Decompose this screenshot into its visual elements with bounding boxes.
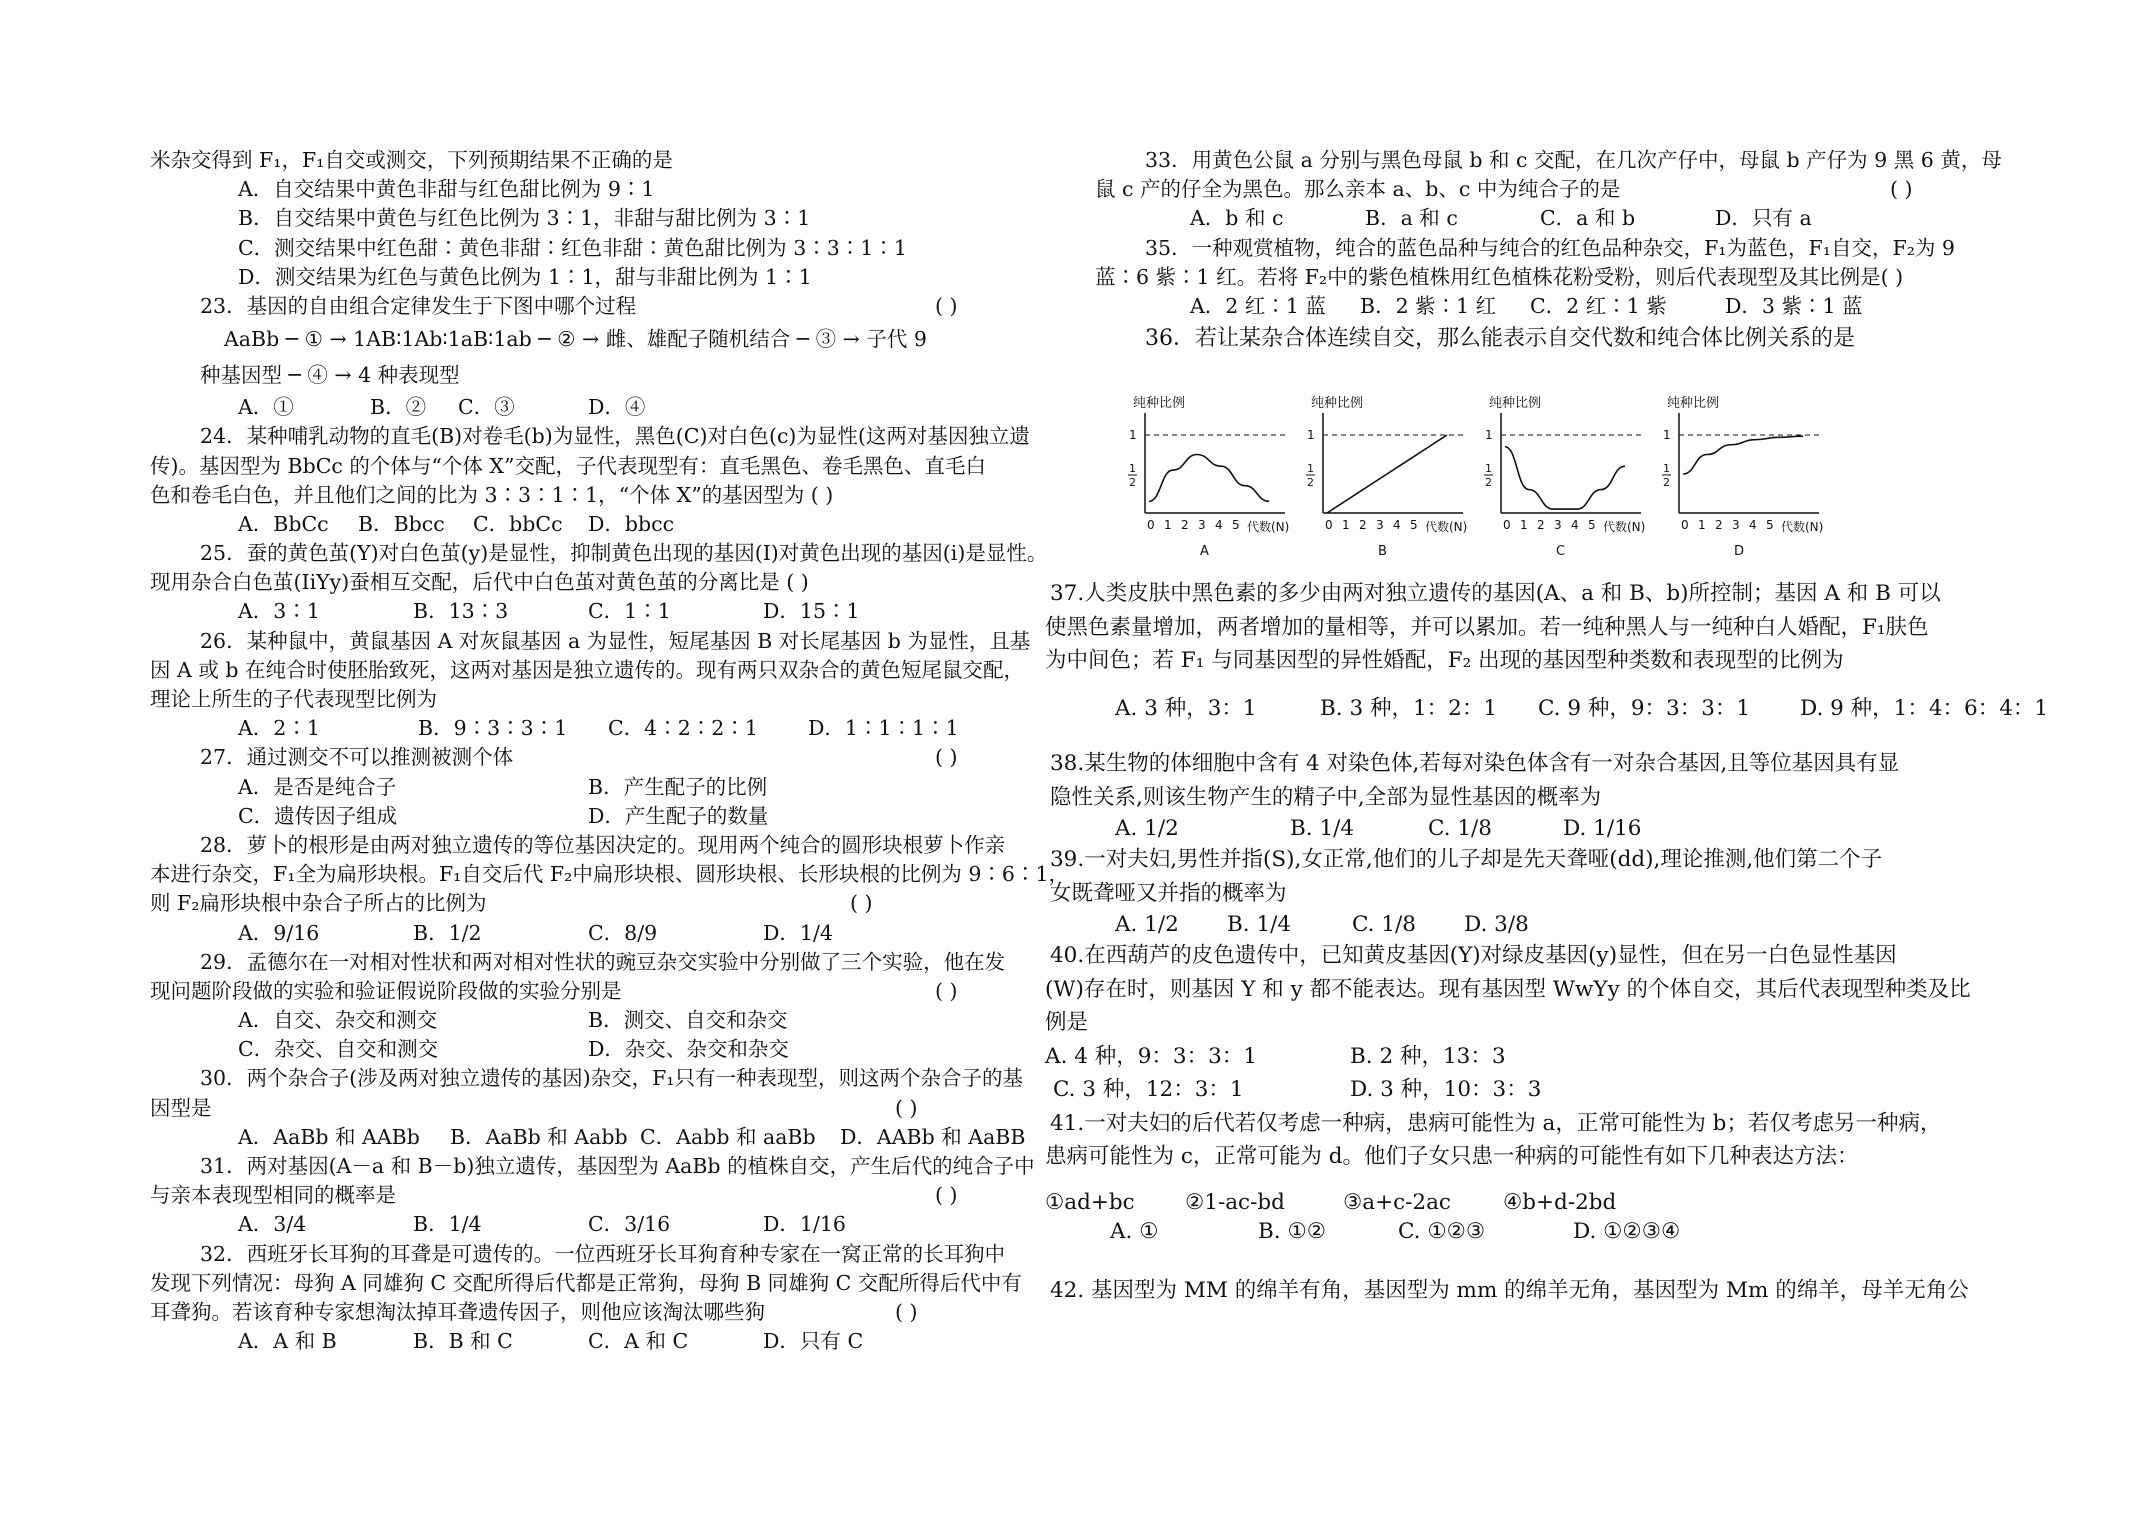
q29-options-row1 — [150, 1006, 1056, 1035]
q26-options — [150, 714, 1056, 743]
q32-option-d: D．只有 C — [763, 1329, 864, 1354]
q24-option-c: C．bbCc — [473, 511, 563, 536]
q23-flow-line2: 种基因型 ─ ④ → 4 种表现型 — [200, 363, 460, 388]
chart-b-x-label: 代数(N) — [1425, 520, 1468, 535]
q30-option-d: D．AABb 和 AaBB — [840, 1124, 1026, 1149]
q33-option-a: A．b 和 c — [1190, 206, 1284, 231]
q23-stem-text: 23．基因的自由组合定律发生于下图中哪个过程 — [200, 293, 637, 318]
q37-option-d: D. 9 种，1：4：6：4：1 — [1800, 695, 2049, 721]
q39-option-c: C. 1/8 — [1352, 912, 1416, 938]
q31-option-a: A．3/4 — [238, 1212, 307, 1237]
q24-line2: 传)。基因型为 BbCc 的个体与“个体 X”交配，子代表现型有：直毛黑色、卷毛黑色、直毛白 — [150, 453, 986, 478]
q35-line2: 蓝∶6 紫∶1 红。若将 F₂中的紫色植株用红色植株花粉受粉，则后代表现型及其比例是( ) — [1095, 264, 1904, 289]
q31-line2 — [150, 1181, 1056, 1210]
q40-line3: 例是 — [1045, 1010, 1089, 1036]
q42-line1: 42. 基因型为 MM 的绵羊有角，基因型为 mm 的绵羊无角，基因型为 Mm 的绵羊，母羊无角公 — [1050, 1277, 1969, 1303]
q32-answer-paren: ( ) — [895, 1299, 918, 1324]
q38-option-b: B. 1/4 — [1290, 816, 1355, 842]
q24-option-b: B．Bbcc — [358, 511, 445, 536]
q35-option-a: A．2 红∶1 蓝 — [1190, 293, 1326, 318]
q27-stem — [150, 743, 1056, 772]
q29-options-row2 — [150, 1035, 1056, 1064]
q35-option-b: B．2 紫∶1 红 — [1360, 293, 1497, 318]
q40-option-c: C. 3 种，12：3：1 — [1053, 1077, 1244, 1103]
q22-option-b: B．自交结果中黄色与红色比例为 3∶1，非甜与甜比例为 3∶1 — [238, 206, 811, 231]
q41-option-c: C. ①②③ — [1398, 1218, 1486, 1244]
q32-line2: 发现下列情况：母狗 A 同雄狗 C 交配所得后代都是正常狗，母狗 B 同雄狗 C 交配所得后代中有 — [150, 1270, 1022, 1295]
q37-option-c: C. 9 种，9：3：3：1 — [1538, 695, 1751, 721]
chart-c-tick-x-3: 3 — [1554, 518, 1562, 533]
q28-line3-text: 则 F₂扁形块根中杂合子所占的比例为 — [150, 891, 487, 916]
q28-option-c: C．8/9 — [588, 920, 658, 945]
chart-b-tick-x-5: 5 — [1410, 518, 1418, 533]
q28-option-a: A．9/16 — [238, 920, 320, 945]
chart-c-curve — [1505, 447, 1625, 509]
q40-options-row1 — [1045, 1040, 2075, 1074]
q39-line1: 39.一对夫妇,男性并指(S),女正常,他们的儿子却是先天聋哑(dd),理论推测,他们第二个子 — [1050, 847, 1883, 873]
q41-expressions — [1045, 1188, 2075, 1217]
chart-c-label: C — [1556, 544, 1566, 560]
q29-answer-paren: ( ) — [935, 978, 958, 1003]
q28-line1: 28．萝卜的根形是由两对独立遗传的等位基因决定的。现用两个纯合的圆形块根萝卜作亲 — [200, 832, 1006, 857]
chart-a-tick-x-3: 3 — [1198, 518, 1206, 533]
chart-b-tick-yhalf-den: 2 — [1307, 476, 1314, 490]
q37-option-b: B. 3 种，1：2：1 — [1320, 695, 1498, 721]
chart-a-tick-x-4: 4 — [1215, 518, 1223, 533]
q30-line2-text: 因型是 — [150, 1095, 212, 1120]
q37-line1: 37.人类皮肤中黑色素的多少由两对独立遗传的基因(A、a 和 B、b)所控制；基因 A 和 B 可以 — [1050, 581, 1941, 607]
q30-option-a: A．AaBb 和 AABb — [238, 1124, 420, 1149]
q41-expression-3: ③a+c-2ac — [1343, 1189, 1451, 1215]
chart-d-tick-x-4: 4 — [1749, 518, 1757, 533]
q30-option-c: C．Aabb 和 aaBb — [640, 1124, 816, 1149]
q31-options — [150, 1210, 1056, 1239]
q25-line1: 25．蚕的黄色茧(Y)对白色茧(y)是显性，抑制黄色出现的基因(I)对黄色出现的基因(i)是显性。 — [200, 541, 1048, 566]
q40-options-row2 — [1045, 1073, 2075, 1107]
q37-options — [1050, 692, 2075, 726]
q29-option-a: A．自交、杂交和测交 — [238, 1008, 438, 1033]
q41-option-a: A. ① — [1110, 1218, 1159, 1244]
q32-line3-text: 耳聋狗。若该育种专家想淘汰掉耳聋遗传因子，则他应该淘汰哪些狗 — [150, 1299, 765, 1324]
q31-answer-paren: ( ) — [935, 1183, 958, 1208]
chart-a-curve — [1149, 455, 1269, 502]
q39-line2: 女既聋哑又并指的概率为 — [1050, 880, 1287, 906]
q31-line2-text: 与亲本表现型相同的概率是 — [150, 1183, 396, 1208]
chart-a-x-label: 代数(N) — [1247, 520, 1290, 535]
q22-option-c: C．测交结果中红色甜∶黄色非甜∶红色非甜∶黄色甜比例为 3∶3∶1∶1 — [238, 235, 907, 260]
q27-options-row1 — [150, 773, 1056, 802]
q31-option-c: C．3/16 — [588, 1212, 671, 1237]
q39-option-b: B. 1/4 — [1227, 912, 1292, 938]
q41-line2: 患病可能性为 c，正常可能为 d。他们子女只患一种病的可能性有如下几种表达方法： — [1045, 1144, 1859, 1170]
q33-line2 — [1050, 175, 2075, 204]
q40-option-d: D. 3 种，10：3：3 — [1350, 1077, 1542, 1103]
q32-options — [150, 1327, 1056, 1356]
q23-answer-paren: ( ) — [935, 293, 958, 318]
chart-b-tick-x-3: 3 — [1376, 518, 1384, 533]
chart-b-label: B — [1378, 544, 1387, 560]
q32-option-b: B．B 和 C — [413, 1329, 513, 1354]
q27-option-c: C．遗传因子组成 — [238, 803, 398, 828]
chart-b-tick-x-1: 1 — [1342, 518, 1350, 533]
q27-answer-paren: ( ) — [935, 745, 958, 770]
q35-options — [1050, 292, 2075, 321]
chart-c-tick-y1: 1 — [1485, 428, 1493, 443]
q24-line3: 色和卷毛白色，并且他们之间的比为 3∶3∶1∶1，“个体 X”的基因型为 ( ) — [150, 482, 834, 507]
chart-c-tick-yhalf-den: 2 — [1485, 476, 1492, 490]
chart-d-label: D — [1734, 544, 1745, 560]
chart-a-label: A — [1200, 544, 1209, 560]
chart-d-tick-x-0: 0 — [1681, 518, 1689, 533]
q26-option-a: A．2∶1 — [238, 716, 320, 741]
q23-option-d: D．④ — [588, 395, 646, 420]
q37-line2: 使黑色素量增加，两者增加的量相等，并可以累加。若一纯种黑人与一纯种白人婚配，F₁肤色 — [1045, 614, 1929, 640]
chart-c-tick-x-5: 5 — [1588, 518, 1596, 533]
chart-d-tick-yhalf-num: 1 — [1663, 462, 1670, 476]
q26-line2: 因 A 或 b 在纯合时使胚胎致死，这两对基因是独立遗传的。现有两只双杂合的黄色短尾鼠交配， — [150, 657, 1024, 682]
q30-options — [150, 1123, 1056, 1152]
q27-option-d: D．产生配子的数量 — [588, 803, 769, 828]
q31-line1: 31．两对基因(A－a 和 B－b)独立遗传，基因型为 AaBb 的植株自交，产生后代的纯合子中 — [200, 1154, 1035, 1178]
q33-option-b: B．a 和 c — [1365, 206, 1458, 231]
q29-option-b: B．测交、自交和杂交 — [588, 1008, 788, 1033]
q26-option-b: B．9∶3∶3∶1 — [418, 716, 568, 741]
chart-d-tick-yhalf-den: 2 — [1663, 476, 1670, 490]
q29-line1: 29．孟德尔在一对相对性状和两对相对性状的豌豆杂交实验中分别做了三个实验，他在发 — [200, 949, 1006, 974]
chart-a-tick-yhalf-num: 1 — [1129, 462, 1136, 476]
q30-answer-paren: ( ) — [895, 1095, 918, 1120]
chart-d-tick-x-2: 2 — [1715, 518, 1723, 533]
q41-expression-1: ①ad+bc — [1045, 1189, 1135, 1215]
q24-option-d: D．bbcc — [588, 511, 675, 536]
q30-option-b: B．AaBb 和 Aabb — [450, 1124, 628, 1149]
q28-options — [150, 919, 1056, 948]
q41-expression-4: ④b+d-2bd — [1503, 1189, 1617, 1215]
q41-option-b: B. ①② — [1258, 1218, 1327, 1244]
q32-option-a: A．A 和 B — [238, 1329, 337, 1354]
q33-option-c: C．a 和 b — [1540, 206, 1636, 231]
q32-line3 — [150, 1298, 1056, 1327]
q41-expression-2: ②1-ac-bd — [1185, 1189, 1285, 1215]
q33-option-d: D．只有 a — [1715, 206, 1812, 231]
chart-b-tick-yhalf-num: 1 — [1307, 462, 1314, 476]
q38-option-d: D. 1/16 — [1563, 816, 1642, 842]
chart-c-tick-x-1: 1 — [1520, 518, 1528, 533]
q39-option-d: D. 3/8 — [1464, 912, 1529, 938]
q28-line2: 本进行杂交，F₁全为扁形块根。F₁自交后代 F₂中扁形块根、圆形块根、长形块根的比例为 9∶6∶1， — [150, 862, 1069, 887]
q31-option-d: D．1/16 — [763, 1212, 846, 1237]
chart-d-y-label: 纯种比例 — [1667, 396, 1720, 412]
q35-option-d: D．3 紫∶1 蓝 — [1725, 293, 1863, 318]
q31-option-b: B．1/4 — [413, 1212, 482, 1237]
q41-line1: 41.一对夫妇的后代若仅考虑一种病，患病可能性为 a，正常可能性为 b；若仅考虑另一种病， — [1050, 1110, 1942, 1136]
q41-options — [1050, 1217, 2075, 1246]
q27-stem-text: 27．通过测交不可以推测被测个体 — [200, 745, 514, 770]
q37-option-a: A. 3 种，3：1 — [1115, 695, 1257, 721]
chart-a-tick-y1: 1 — [1129, 428, 1137, 443]
q33-line1: 33．用黄色公鼠 a 分别与黑色母鼠 b 和 c 交配，在几次产仔中，母鼠 b 产仔为 9 黑 6 黄，母 — [1145, 148, 2002, 172]
q35-option-c: C．2 红∶1 紫 — [1530, 293, 1667, 318]
q23-option-b: B．② — [370, 395, 427, 420]
chart-a-tick-x-0: 0 — [1147, 518, 1155, 533]
chart-d-tick-x-3: 3 — [1732, 518, 1740, 533]
q40-option-b: B. 2 种，13：3 — [1350, 1043, 1506, 1069]
chart-b-curve — [1327, 435, 1447, 513]
q22-option-a: A．自交结果中黄色非甜与红色甜比例为 9∶1 — [238, 177, 655, 202]
q41-option-d: D. ①②③④ — [1573, 1218, 1681, 1244]
chart-c-x-label: 代数(N) — [1603, 520, 1646, 535]
q33-options — [1050, 204, 2075, 233]
q26-line1: 26．某种鼠中，黄鼠基因 A 对灰鼠基因 a 为显性，短尾基因 B 对长尾基因 b 为显性，且基 — [200, 628, 1031, 653]
q39-options — [1050, 910, 2075, 939]
q23-option-a: A．① — [238, 395, 294, 420]
q37-line3: 为中间色；若 F₁ 与同基因型的异性婚配，F₂ 出现的基因型种类数和表现型的比例为 — [1045, 648, 1844, 674]
q38-option-c: C. 1/8 — [1428, 816, 1492, 842]
chart-b-tick-x-0: 0 — [1325, 518, 1333, 533]
chart-a-tick-yhalf-den: 2 — [1129, 476, 1136, 490]
q30-line1: 30．两个杂合子(涉及两对独立遗传的基因)杂交，F₁只有一种表现型，则这两个杂合子的基 — [200, 1066, 1024, 1091]
q33-answer-paren: ( ) — [1890, 177, 1913, 202]
chart-d-curve — [1683, 436, 1803, 474]
q23-stem — [150, 292, 1056, 321]
chart-b-y-label: 纯种比例 — [1311, 396, 1364, 412]
q25-option-b: B．13∶3 — [413, 599, 509, 624]
q25-option-d: D．15∶1 — [763, 599, 860, 624]
q30-line2 — [150, 1094, 1056, 1123]
q40-option-a: A. 4 种，9：3：3：1 — [1045, 1043, 1257, 1069]
q29-option-d: D．杂交、杂交和杂交 — [588, 1037, 789, 1062]
chart-a-tick-x-5: 5 — [1232, 518, 1240, 533]
chart-d-tick-x-5: 5 — [1766, 518, 1774, 533]
q28-option-d: D．1/4 — [763, 920, 833, 945]
q32-line1: 32．西班牙长耳狗的耳聋是可遗传的。一位西班牙长耳狗育种专家在一窝正常的长耳狗中 — [200, 1241, 1006, 1266]
q23-flow-line1: AaBb ─ ① → 1AB∶1Ab∶1aB∶1ab ─ ② → 雌、雄配子随机结合 ─ ③ → 子代 9 — [224, 327, 927, 352]
chart-b-tick-y1: 1 — [1307, 428, 1315, 443]
q33-line2-text: 鼠 c 产的仔全为黑色。那么亲本 a、b、c 中为纯合子的是 — [1095, 177, 1621, 202]
q38-line1: 38.某生物的体细胞中含有 4 对染色体,若每对染色体含有一对杂合基因,且等位基因具有显 — [1050, 751, 1900, 777]
q38-option-a: A. 1/2 — [1115, 816, 1179, 842]
q25-options — [150, 597, 1056, 626]
q26-option-c: C．4∶2∶2∶1 — [608, 716, 758, 741]
q23-options — [150, 393, 1056, 422]
q28-line3 — [150, 889, 1056, 918]
q28-answer-paren: ( ) — [850, 891, 873, 916]
q40-line2: (W)存在时，则基因 Y 和 y 都不能表达。现有基因型 WwYy 的个体自交，其后代表现型种类及比 — [1045, 976, 1971, 1002]
q29-line2 — [150, 977, 1056, 1006]
q27-options-row2 — [150, 802, 1056, 831]
chart-c-tick-x-0: 0 — [1503, 518, 1511, 533]
q24-line1: 24．某种哺乳动物的直毛(B)对卷毛(b)为显性，黑色(C)对白色(c)为显性(这两对基因独立遗 — [200, 424, 1030, 449]
chart-c-tick-x-2: 2 — [1537, 518, 1545, 533]
q25-option-c: C．1∶1 — [588, 599, 671, 624]
q25-line2: 现用杂合白色茧(IiYy)蚕相互交配，后代中白色茧对黄色茧的分离比是 ( ) — [150, 570, 809, 595]
chart-a-tick-x-1: 1 — [1164, 518, 1172, 533]
chart-b-tick-x-2: 2 — [1359, 518, 1367, 533]
q36-stem: 36．若让某杂合体连续自交，那么能表示自交代数和纯合体比例关系的是 — [1145, 326, 1855, 352]
chart-d-x-label: 代数(N) — [1781, 520, 1824, 535]
chart-a-tick-x-2: 2 — [1181, 518, 1189, 533]
q22-option-d: D．测交结果为红色与黄色比例为 1∶1，甜与非甜比例为 1∶1 — [238, 264, 812, 289]
q26-line3: 理论上所生的子代表现型比例为 — [150, 687, 437, 711]
chart-a-y-label: 纯种比例 — [1133, 396, 1186, 412]
q29-option-c: C．杂交、自交和测交 — [238, 1037, 439, 1062]
q23-option-c: C．③ — [458, 395, 515, 420]
chart-d-tick-y1: 1 — [1663, 428, 1671, 443]
right-column — [1045, 146, 2075, 1307]
chart-c-y-label: 纯种比例 — [1489, 396, 1542, 412]
q39-option-a: A. 1/2 — [1115, 912, 1179, 938]
q36-charts — [1110, 396, 2075, 573]
q26-option-d: D．1∶1∶1∶1 — [808, 716, 959, 741]
q28-option-b: B．1/2 — [413, 920, 482, 945]
q22-stem-tail: 米杂交得到 F₁，F₁自交或测交，下列预期结果不正确的是 — [150, 148, 673, 172]
chart-c-tick-yhalf-num: 1 — [1485, 462, 1492, 476]
q24-option-a: A．BbCc — [238, 511, 329, 536]
q24-options — [150, 510, 1056, 539]
q25-option-a: A．3∶1 — [238, 599, 320, 624]
q32-option-c: C．A 和 C — [588, 1329, 689, 1354]
q36-chart-svg — [1110, 396, 1830, 573]
q27-option-a: A．是否是纯合子 — [238, 774, 397, 799]
chart-b-tick-x-4: 4 — [1393, 518, 1401, 533]
chart-d-tick-x-1: 1 — [1698, 518, 1706, 533]
q27-option-b: B．产生配子的比例 — [588, 774, 768, 799]
chart-c-tick-x-4: 4 — [1571, 518, 1579, 533]
q35-line1: 35．一种观赏植物，纯合的蓝色品种与纯合的红色品种杂交，F₁为蓝色，F₁自交，F₂为 9 — [1145, 235, 1955, 260]
q38-line2: 隐性关系,则该生物产生的精子中,全部为显性基因的概率为 — [1050, 784, 1602, 810]
q29-line2-text: 现问题阶段做的实验和验证假说阶段做的实验分别是 — [150, 978, 622, 1003]
q40-line1: 40.在西葫芦的皮色遗传中，已知黄皮基因(Y)对绿皮基因(y)显性，但在另一白色显性基因 — [1050, 943, 1897, 969]
q38-options — [1050, 814, 2075, 843]
